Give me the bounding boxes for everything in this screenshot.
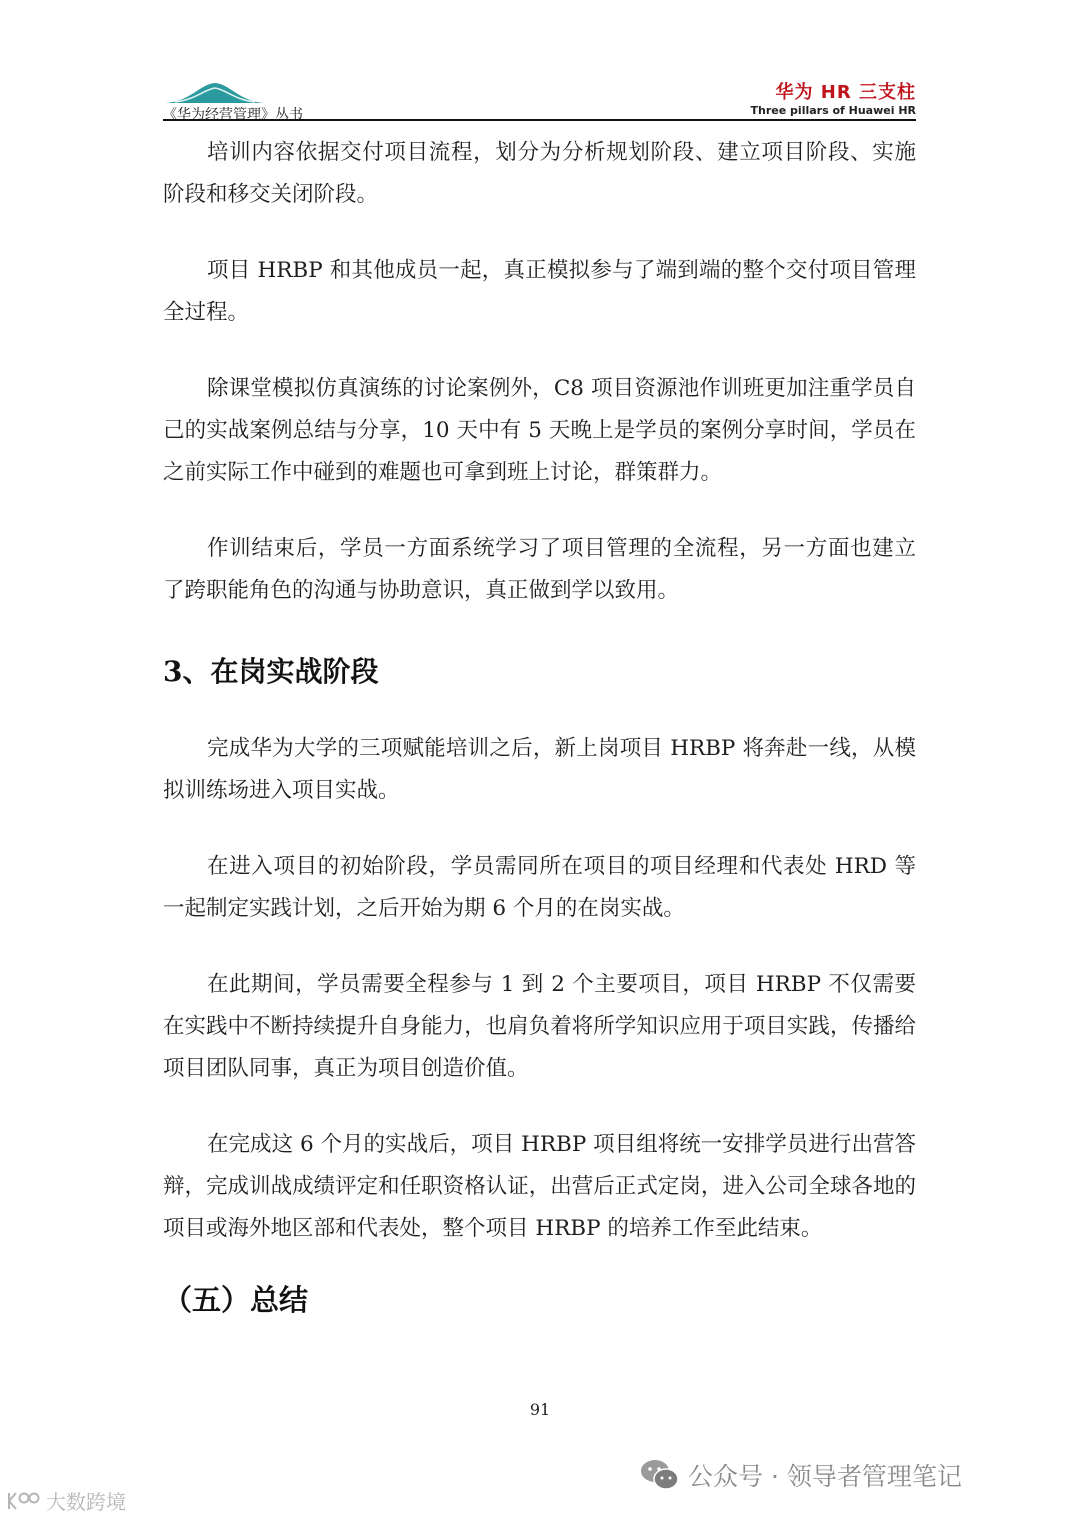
page-header (163, 72, 916, 122)
brand-block (751, 82, 916, 118)
brand-title-en: Three pillars of Huawei HR (750, 104, 916, 117)
paragraph: 除课堂模拟仿真演练的讨论案例外，C8 项目资源池作训班更加注重学员自己的实战案例总结与分享，10 天中有 5 天晚上是学员的案例分享时间，学员在之前实际工作中碰到的难题也可拿到班上讨论，群策群力。 (163, 376, 916, 485)
page-content (163, 132, 916, 1320)
wechat-icon (640, 1458, 680, 1492)
paragraph: 培训内容依据交付项目流程，划分为分析规划阶段、建立项目阶段、实施阶段和移交关闭阶段。 (163, 140, 916, 207)
platform-watermark (6, 1486, 126, 1515)
paragraph: 作训结束后，学员一方面系统学习了项目管理的全流程，另一方面也建立了跨职能角色的沟通与协助意识，真正做到学以致用。 (163, 536, 916, 603)
wechat-watermark (640, 1457, 962, 1493)
platform-watermark-text: 大数跨境 (46, 1490, 126, 1514)
paragraph: 在此期间，学员需要全程参与 1 到 2 个主要项目，项目 HRBP 不仅需要在实践中不断持续提升自身能力，也肩负着将所学知识应用于项目实践，传播给项目团队同事，真正为项目创造价值。 (163, 972, 916, 1081)
paragraph: 项目 HRBP 和其他成员一起，真正模拟参与了端到端的整个交付项目管理全过程。 (163, 258, 916, 325)
section-heading-3: 3、在岗实战阶段 (163, 655, 379, 688)
kuaishou-logo-icon (6, 1489, 42, 1513)
paragraph: 在完成这 6 个月的实战后，项目 HRBP 项目组将统一安排学员进行出营答辩，完成训战成绩评定和任职资格认证，出营后正式定岗，进入公司全球各地的项目或海外地区部和代表处，整个项目 HRBP 的培养工作至此结束。 (163, 1132, 916, 1241)
section-heading-2: （五）总结 (163, 1283, 309, 1317)
mountain-logo-icon (165, 78, 265, 104)
header-divider (163, 119, 916, 121)
brand-title-cn: 华为 HR 三支柱 (775, 82, 916, 103)
page-number: 91 (529, 1400, 551, 1419)
paragraph: 在进入项目的初始阶段，学员需同所在项目的项目经理和代表处 HRD 等一起制定实践计划，之后开始为期 6 个月的在岗实战。 (163, 854, 916, 921)
series-title: 《华为经营管理》丛书 (163, 107, 303, 123)
paragraph: 完成华为大学的三项赋能培训之后，新上岗项目 HRBP 将奔赴一线，从模拟训练场进入项目实战。 (163, 736, 916, 803)
wechat-watermark-text: 公众号 · 领导者管理笔记 (688, 1462, 962, 1491)
